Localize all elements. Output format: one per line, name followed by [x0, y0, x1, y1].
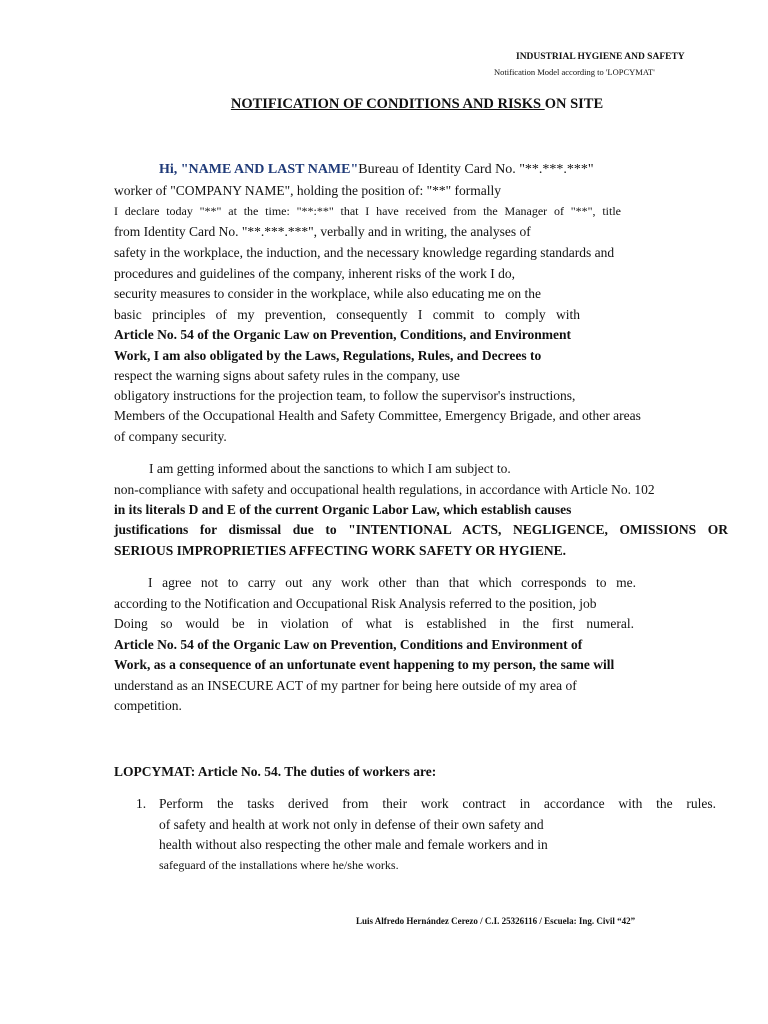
- duties-heading: LOPCYMAT: Article No. 54. The duties of workers are:: [114, 764, 437, 779]
- list-item-line: Perform the tasks derived from their work contract in accordance with the rules.: [159, 796, 716, 811]
- document-title: [0, 96, 768, 113]
- p3-line: I agree not to carry out any work other than that which corresponds to me.: [148, 575, 636, 590]
- p1-line: respect the warning signs about safety rules in the company, use: [114, 368, 460, 383]
- p3-line: according to the Notification and Occupational Risk Analysis referred to the position, job: [114, 596, 597, 611]
- footer-signature: Luis Alfredo Hernández Cerezo / C.I. 25326116 / Escuela: Ing. Civil “42”: [356, 916, 636, 926]
- p1-line: basic principles of my prevention, consequently I commit to comply with: [114, 307, 580, 322]
- header-model: Notification Model according to 'LOPCYMAT': [494, 67, 655, 77]
- p1-line: procedures and guidelines of the company, inherent risks of the work I do,: [114, 266, 516, 281]
- list-item-line: safeguard of the installations where he/she works.: [159, 858, 399, 872]
- p2-line: justifications for dismissal due to "INTENTIONAL ACTS, NEGLIGENCE, OMISSIONS OR: [114, 522, 728, 537]
- p2-line: in its literals D and E of the current Organic Labor Law, which establish causes: [114, 502, 572, 517]
- p3-line: understand as an INSECURE ACT of my partner for being here outside of my area of: [114, 678, 577, 693]
- title-underlined: NOTIFICATION OF CONDITIONS AND RISKS: [230, 96, 545, 112]
- greeting: Hi, "NAME AND LAST NAME": [159, 162, 359, 177]
- p2-line: SERIOUS IMPROPRIETIES AFFECTING WORK SAFETY OR HYGIENE.: [114, 543, 566, 558]
- p1-line: Work, I am also obligated by the Laws, Regulations, Rules, and Decrees to: [114, 348, 542, 363]
- p1-line: I declare today "**" at the time: "**:**" that I have received from the Manager of "**", title: [114, 204, 621, 218]
- p1-line: safety in the workplace, the induction, and the necessary knowledge regarding standards and: [114, 245, 615, 260]
- greeting-rest: Bureau of Identity Card No. "**.***.***": [358, 162, 594, 177]
- p1-line: security measures to consider in the workplace, while also educating me on the: [114, 286, 541, 301]
- p3-line: Article No. 54 of the Organic Law on Prevention, Conditions and Environment of: [114, 637, 583, 652]
- p3-line: Doing so would be in violation of what is established in the first numeral.: [114, 616, 634, 631]
- p1-line: obligatory instructions for the projection team, to follow the supervisor's instructions,: [114, 388, 576, 403]
- p3-line: Work, as a consequence of an unfortunate event happening to my person, the same will: [114, 657, 615, 672]
- p1-line: Members of the Occupational Health and Safety Committee, Emergency Brigade, and other areas: [114, 408, 641, 423]
- p1-line: Article No. 54 of the Organic Law on Prevention, Conditions, and Environment: [114, 327, 572, 342]
- list-item-line: health without also respecting the other male and female workers and in: [159, 837, 548, 852]
- list-item-number: 1.: [136, 796, 147, 811]
- title-rest: ON SITE: [544, 96, 604, 112]
- p1-line: from Identity Card No. "**.***.***", verbally and in writing, the analyses of: [114, 224, 531, 239]
- list-item-line: of safety and health at work not only in defense of their own safety and: [159, 817, 544, 832]
- header-org: INDUSTRIAL HYGIENE AND SAFETY: [516, 52, 685, 62]
- p2-line: I am getting informed about the sanctions to which I am subject to.: [149, 461, 511, 476]
- p2-line: non-compliance with safety and occupational health regulations, in accordance with Article No. 102: [114, 482, 655, 497]
- p1-line: worker of "COMPANY NAME", holding the position of: "**" formally: [114, 183, 502, 198]
- greeting-line: [159, 162, 594, 178]
- p3-line: competition.: [114, 698, 182, 713]
- p1-line: of company security.: [114, 429, 227, 444]
